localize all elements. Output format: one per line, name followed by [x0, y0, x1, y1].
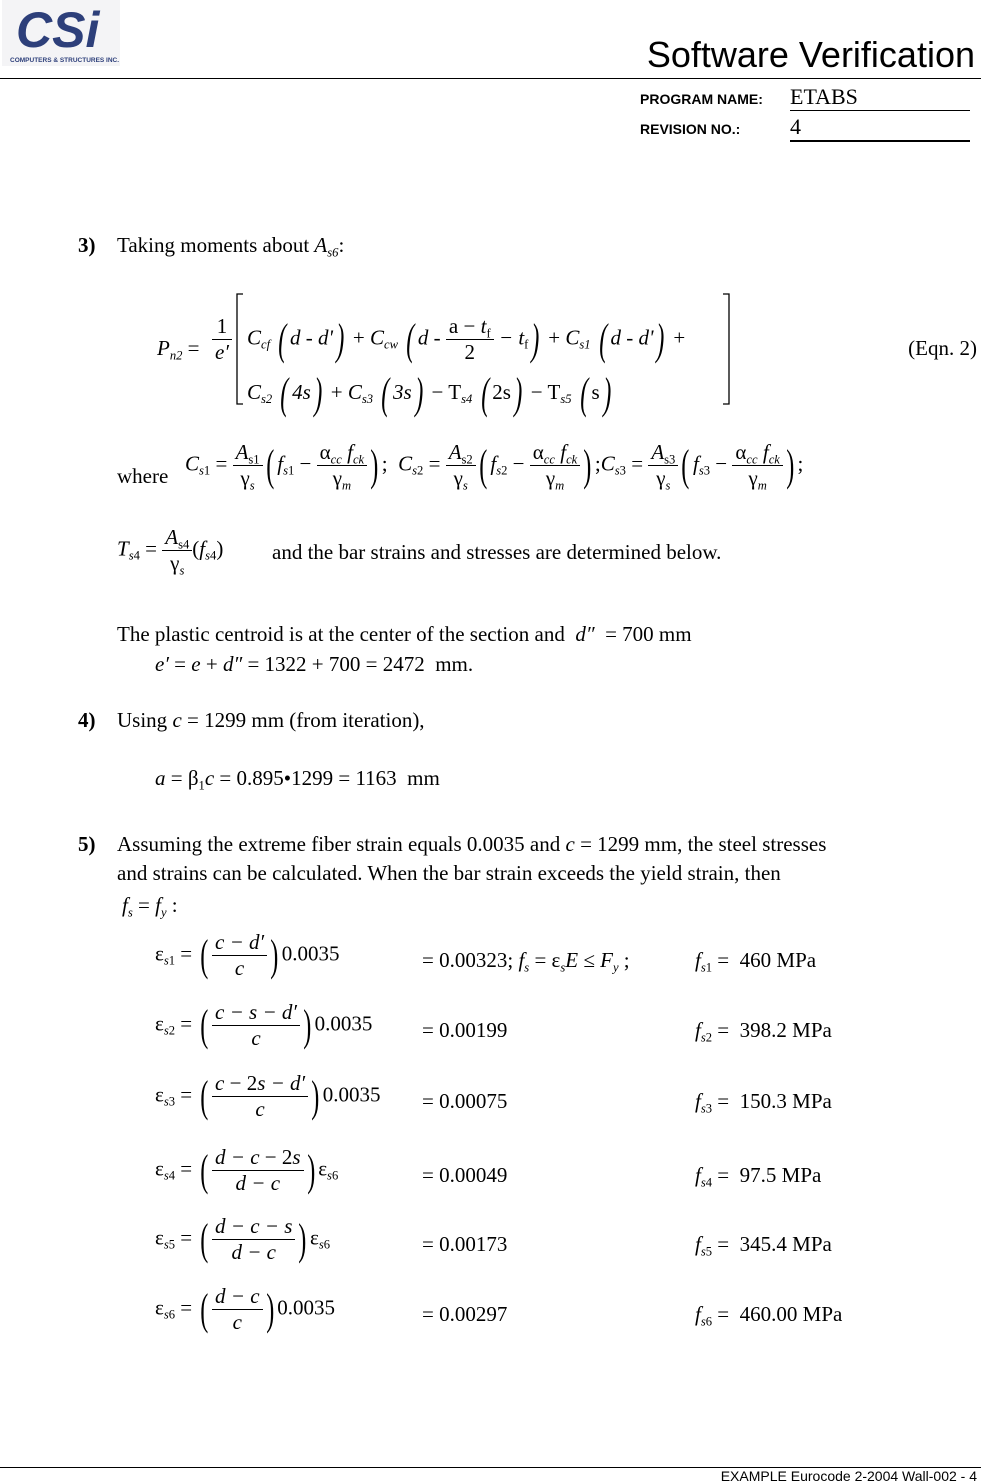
step-5-line-1: Assuming the extreme fiber strain equals 0.0035 and c = 1299 mm, the steel stresses	[117, 832, 827, 856]
logo-subtext: COMPUTERS & STRUCTURES INC.	[10, 57, 120, 64]
step-3-number: 3)	[78, 233, 96, 257]
strain-6: = 0.00297	[422, 1302, 508, 1326]
stress-row-1: $f_{s1} = 460$ MPa	[695, 948, 817, 975]
a-unit: mm	[407, 766, 440, 790]
strain-row-5-eq: $\varepsilon_{s5}$ = ( $\frac{d - c - s}{d - c}$ ) $\varepsilon_{s6}$	[155, 1214, 331, 1264]
header-rule	[0, 78, 981, 79]
strain-row-1-mult: 0.0035	[281, 941, 340, 966]
step-3-var: A	[314, 233, 328, 257]
step-3-sub: s6	[327, 245, 339, 260]
revision-value: 4	[790, 114, 970, 142]
step-4-text-b: = 1299 mm (from iteration),	[181, 708, 425, 732]
step-3-text	[117, 233, 344, 258]
pn2-line-1: $C_{cf}$ ( $d - d') + C_{cw}$ ( d - $\frac{a - t_f}{2}$ − $t_f) + C_{s1}$ ( d - d') +	[247, 314, 686, 364]
program-name-label: PROGRAM NAME:	[640, 91, 763, 107]
program-name-value: ETABS	[790, 84, 970, 111]
stress-row-4: $f_{s4} = 97.5$ MPa	[695, 1163, 822, 1190]
csi-logo	[2, 0, 120, 66]
stress-5: 345.4 MPa	[739, 1232, 832, 1256]
fs-fy: $f_s = f_y$ :	[122, 893, 178, 920]
strain-row-3-mult: 0.0035	[322, 1082, 381, 1107]
e-prime-line: e′ = e + d″ = 1322 + 700 = 2472 mm.	[155, 652, 474, 676]
c-definitions: $C_{s1}$ = $\frac{A_{s1}}{\gamma_s}$ ( $f_{s1}$ − $\frac{\alpha_{cc} f_{ck}}{\gamma_m}$ ) ; $C_{s2}$ = $\frac{A_{s2}}{\gamma_s}$ ( $f_{s2}$ − $\frac{\alpha_{cc} f_{ck}}{\gamma_m}$ ) $;C_{s3}$ = $\frac{A_{s3}}{\gamma_s}$ ( $f_{s3}$ − $\frac{\alpha_{cc} f_{ck}}{\gamma_m}$ ) ;	[185, 440, 804, 493]
strain-4: = 0.00049	[422, 1163, 508, 1187]
strain-row-6-eq: $\varepsilon_{s6}$ = ( $\frac{d - c}{c}$ ) 0.0035	[155, 1284, 335, 1334]
strain-2: = 0.00199	[422, 1018, 508, 1042]
stress-2: 398.2 MPa	[739, 1018, 832, 1042]
stress-4: 97.5 MPa	[739, 1163, 822, 1187]
where-word: where	[117, 464, 169, 488]
strain-row-2-mult: 0.0035	[314, 1011, 373, 1036]
pn2-fraction: $\frac{1}{e'}$	[212, 314, 232, 365]
e-prime-calc: = 1322 + 700 = 2472	[247, 652, 425, 676]
stress-row-5: $f_{s5} = 345.4$ MPa	[695, 1232, 832, 1259]
centroid-text: The plastic centroid is at the center of the section and	[117, 622, 565, 646]
bar-strains-text: and the bar strains and stresses are determined below.	[272, 540, 722, 564]
centroid-value: = 700 mm	[605, 622, 692, 646]
step-5-line-1a: Assuming the extreme fiber strain equals 0.0035 and	[117, 832, 566, 856]
strain-5: = 0.00173	[422, 1232, 508, 1256]
a-calc: = 0.895•1299 = 1163	[219, 766, 397, 790]
footer-text: EXAMPLE Eurocode 2-2004 Wall-002 - 4	[720, 1468, 977, 1484]
eqn-label: (Eqn. 2)	[908, 336, 977, 360]
strain-row-3-eq: $\varepsilon_{s3}$ = ( $\frac{c - 2s - d'}{c}$ ) 0.0035	[155, 1071, 381, 1121]
strain-row-2-eq: $\varepsilon_{s2}$ = ( $\frac{c - s - d'}{c}$ ) 0.0035	[155, 1000, 373, 1050]
eqn-2	[155, 292, 735, 418]
step-5-number: 5)	[78, 832, 96, 856]
step-3-label: Taking moments about	[117, 233, 315, 257]
e-prime-unit: mm.	[435, 652, 474, 676]
a-calc-line: $a = \beta_1c$ = 0.895•1299 = 1163 mm	[155, 766, 440, 793]
stress-3: 150.3 MPa	[739, 1089, 832, 1113]
step-3-colon: :	[338, 233, 345, 257]
step-4-text-a: Using	[117, 708, 173, 732]
step-4-number: 4)	[78, 708, 96, 732]
step-5-line-1b: = 1299 mm, the steel stresses	[574, 832, 827, 856]
strain-1: = 0.00323;	[422, 948, 514, 972]
centroid-line: The plastic centroid is at the center of the section and d″ = 700 mm	[117, 622, 692, 646]
step-5-line-2: and strains can be calculated. When the bar strain exceeds the yield strain, then	[117, 861, 781, 885]
stress-row-2: $f_{s2} = 398.2$ MPa	[695, 1018, 832, 1045]
strain-row-1-eq: $\varepsilon_{s1}$ = ( $\frac{c - d'}{c}$ ) 0.0035	[155, 930, 340, 980]
stress-1: 460 MPa	[739, 948, 817, 972]
stress-6: 460.00 MPa	[739, 1302, 843, 1326]
strain-3: = 0.00075	[422, 1089, 508, 1113]
pn2-lhs: $P_{n2}$ =	[157, 336, 200, 363]
logo-text: CSi	[16, 2, 100, 58]
strain-row-6-mult: 0.0035	[277, 1295, 335, 1320]
t-definition: $T_{s4}$ = $\frac{A_{s4}}{\gamma_s}$ $(f_{s4})$	[117, 525, 229, 578]
revision-label: REVISION NO.:	[640, 121, 741, 137]
strain-row-1-value: = 0.00323; $f_s = \varepsilon_sE \le F_y$ ;	[422, 948, 630, 975]
step-4-text: Using c = 1299 mm (from iteration),	[117, 708, 425, 732]
stress-row-6: $f_{s6} = 460.00$ MPa	[695, 1302, 843, 1329]
stress-row-3: $f_{s3} = 150.3$ MPa	[695, 1089, 832, 1116]
strain-row-4-eq: $\varepsilon_{s4}$ = ( $\frac{d - c - 2s}{d - c}$ ) $\varepsilon_{s6}$	[155, 1145, 339, 1195]
pn2-line-2: $C_{s2}$ ( $4s) + C_{s3}$ ( $3s) - T_{s4}$ ( $2s) - T_{s5}$ ( s)	[247, 369, 611, 418]
csi-logo-mark	[2, 0, 120, 66]
page-title: Software Verification	[646, 34, 975, 75]
